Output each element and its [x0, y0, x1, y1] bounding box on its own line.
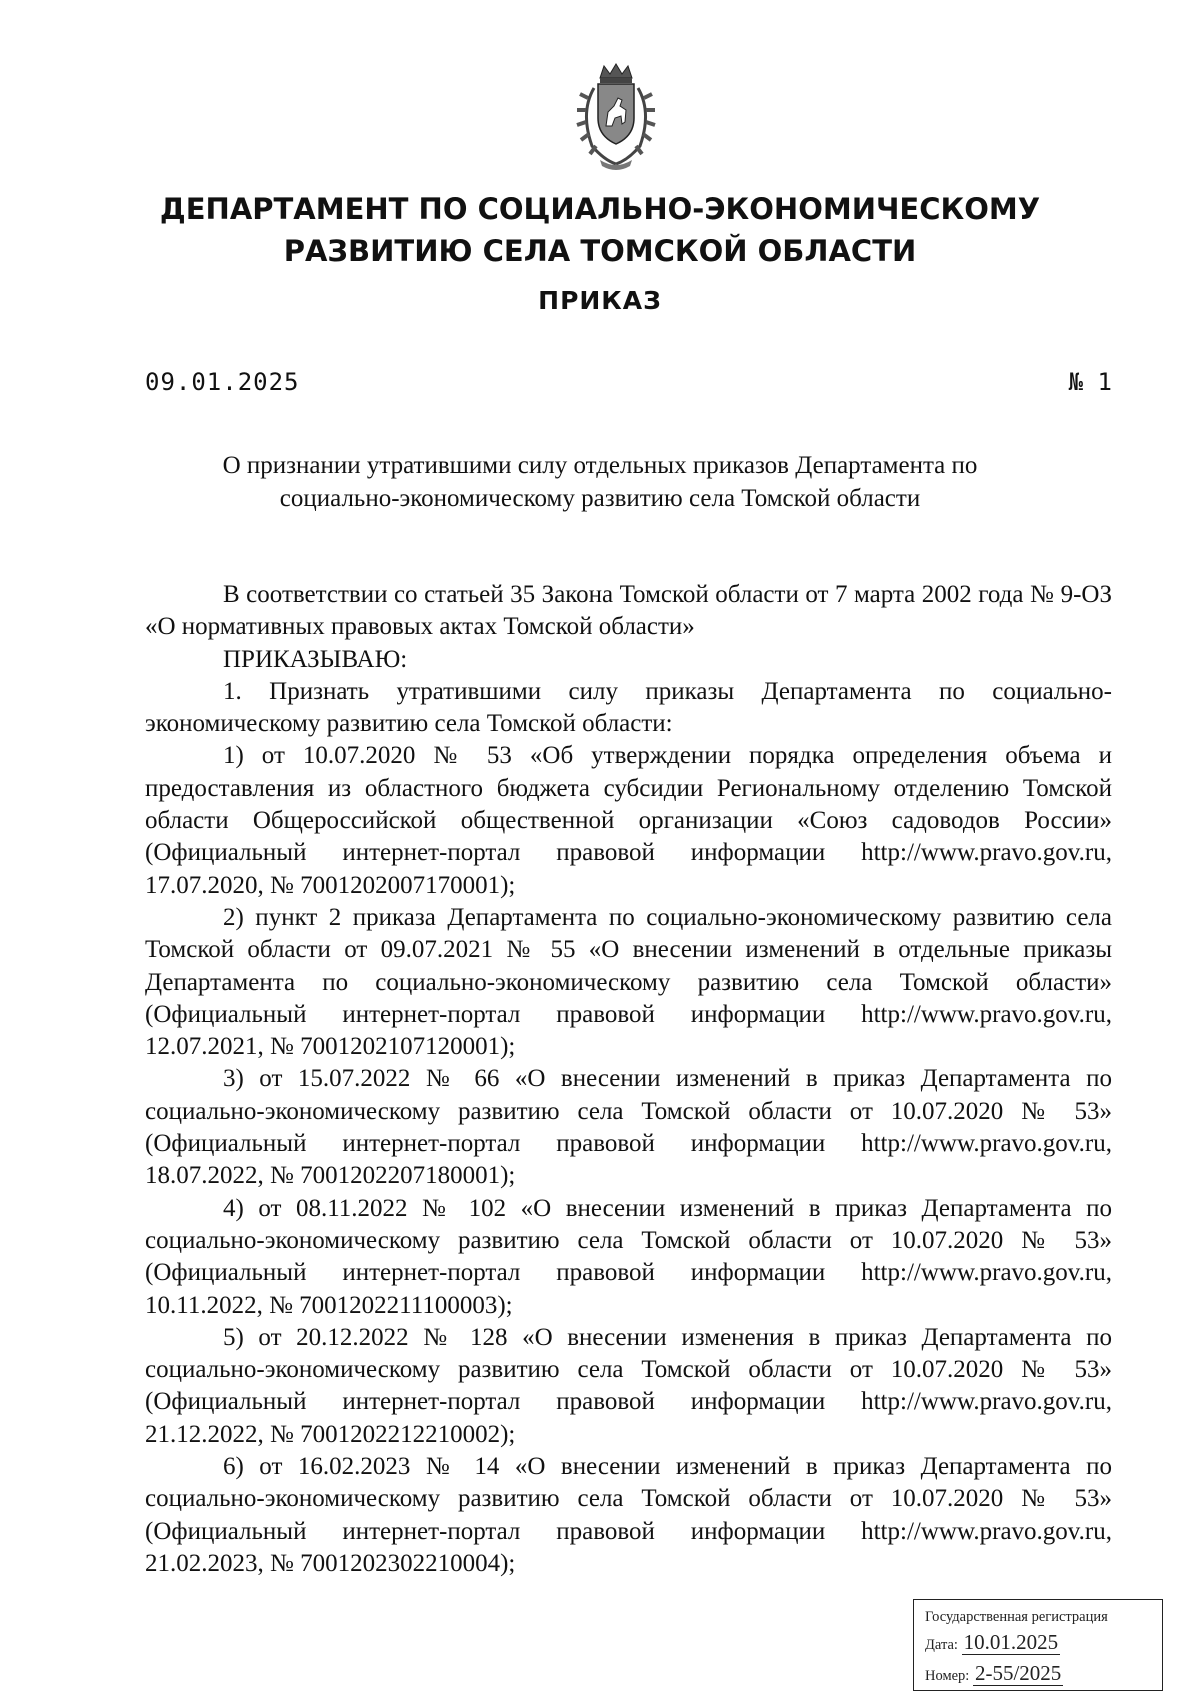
document-type: ПРИКАЗ	[538, 286, 662, 315]
preamble-paragraph: В соответствии со статьей 35 Закона Томской области от 7 марта 2002 года № 9-ОЗ «О нормативных правовых актах Томской области»	[145, 581, 1112, 641]
subitem-2-paragraph: 2) пункт 2 приказа Департамента по социально-экономическому развитию села Томской области от 09.07.2021 № 55 «О внесении изменений в отдельные приказы Департамента по социально-экономическому развитию села Томской области» (Официальный интернет-портал правовой информации http://www.pravo.gov.ru, 12.07.2021, № 7001202107120001);	[145, 903, 1112, 1061]
subitem-5-paragraph: 5) от 20.12.2022 № 128 «О внесении изменения в приказ Департамента по социально-экономическому развитию села Томской области от 10.07.2020 № 53» (Официальный интернет-портал правовой информации http://www.pravo.gov.ru, 21.12.2022, № 7001202212210002);	[145, 1323, 1112, 1448]
department-title-line-2: РАЗВИТИЮ СЕЛА ТОМСКОЙ ОБЛАСТИ	[283, 234, 917, 268]
order-body	[145, 579, 1112, 1580]
order-word: ПРИКАЗЫВАЮ:	[223, 645, 408, 673]
stamp-date-label: Дата:	[925, 1637, 958, 1653]
coat-of-arms-icon	[570, 62, 662, 174]
registration-stamp	[913, 1599, 1163, 1691]
subitem-6-paragraph: 6) от 16.02.2023 № 14 «О внесении изменений в приказ Департамента по социально-экономическому развитию села Томской области от 10.07.2020 № 53» (Официальный интернет-портал правовой информации http://www.pravo.gov.ru, 21.02.2023, № 7001202302210004);	[145, 1453, 1112, 1577]
stamp-date-value: 10.01.2025	[963, 1630, 1059, 1654]
stamp-title: Государственная регистрация	[925, 1609, 1108, 1625]
order-date: 09.01.2025	[145, 368, 300, 396]
department-title	[100, 188, 1100, 272]
stamp-number-label: Номер:	[925, 1668, 970, 1684]
order-subject-line-1: О признании утратившими силу отдельных приказов Департамента по	[222, 452, 978, 479]
subitem-1-paragraph: 1) от 10.07.2020 № 53 «Об утверждении порядка определения объема и предоставления из областного бюджета субсидии Региональному отделению Томской области Общероссийской общественной организации «Союз садоводов России» (Официальный интернет-портал правовой информации http://www.pravo.gov.ru, 17.07.2020, № 7001202007170001);	[145, 742, 1112, 899]
stamp-number-value: 2-55/2025	[974, 1661, 1062, 1685]
stamp-date-row	[925, 1628, 1152, 1659]
department-title-line-1: ДЕПАРТАМЕНТ ПО СОЦИАЛЬНО-ЭКОНОМИЧЕСКОМУ	[159, 192, 1041, 226]
order-subject	[150, 449, 1050, 515]
order-subject-line-2: социально-экономическому развитию села Томской области	[279, 485, 921, 512]
subitem-4-paragraph: 4) от 08.11.2022 № 102 «О внесении изменений в приказ Департамента по социально-экономическому развитию села Томской области от 10.07.2020 № 53» (Официальный интернет-портал правовой информации http://www.pravo.gov.ru, 10.11.2022, № 7001202211100003);	[145, 1194, 1112, 1319]
item-1-paragraph: 1. Признать утратившими силу приказы Департамента по социально-экономическому развитию села Томской области:	[145, 677, 1112, 738]
stamp-number-row	[925, 1659, 1152, 1690]
subitem-3-paragraph: 3) от 15.07.2022 № 66 «О внесении изменений в приказ Департамента по социально-экономическому развитию села Томской области от 10.07.2020 № 53» (Официальный интернет-портал правовой информации http://www.pravo.gov.ru, 18.07.2022, № 7001202207180001);	[145, 1065, 1112, 1190]
order-number: № 1	[1068, 368, 1112, 396]
